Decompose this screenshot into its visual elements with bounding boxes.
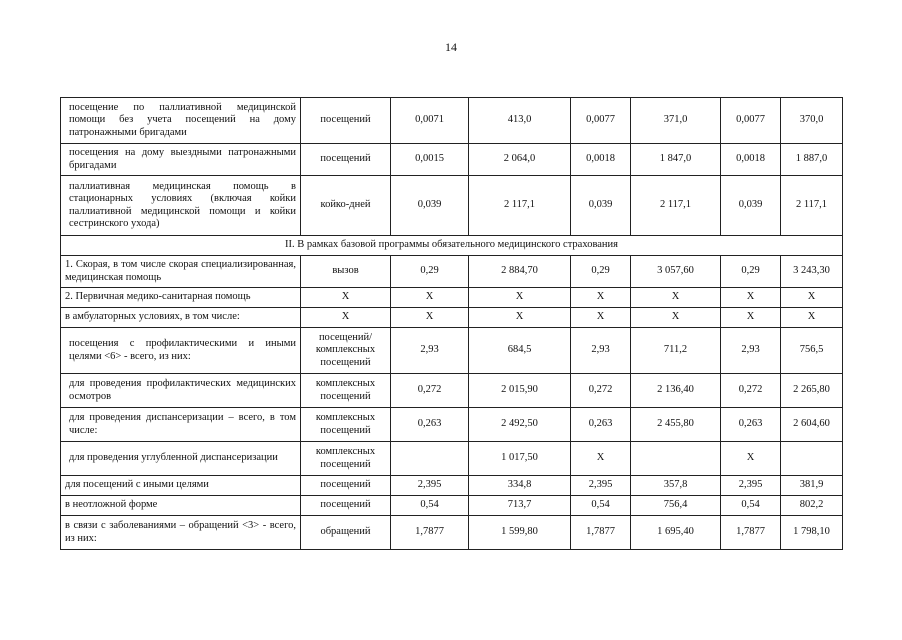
cell-value: 0,54 <box>571 496 631 516</box>
cell-value: 413,0 <box>469 98 571 144</box>
cell-value: Х <box>391 288 469 308</box>
cell-value: 0,54 <box>391 496 469 516</box>
cell-value: 2,395 <box>721 476 781 496</box>
cell-value: 2 117,1 <box>469 176 571 236</box>
cell-value: 2 117,1 <box>781 176 843 236</box>
cell-value: Х <box>391 308 469 328</box>
row-unit: посещений <box>301 496 391 516</box>
row-name: для проведения диспансеризации – всего, в том числе: <box>61 408 301 442</box>
table-row <box>61 496 843 516</box>
row-unit: комплексных посещений <box>301 442 391 476</box>
cell-value: Х <box>631 308 721 328</box>
cell-value: Х <box>571 288 631 308</box>
cell-value: 357,8 <box>631 476 721 496</box>
table-row <box>61 288 843 308</box>
cell-value: 0,272 <box>571 374 631 408</box>
row-unit: посещений/ комплексных посещений <box>301 328 391 374</box>
table-row <box>61 328 843 374</box>
row-name: 2. Первичная медико-санитарная помощь <box>61 288 301 308</box>
cell-value <box>391 442 469 476</box>
cell-value: Х <box>781 288 843 308</box>
page-number: 14 <box>445 40 457 54</box>
cell-value: 0,29 <box>721 256 781 288</box>
standards-table <box>60 97 843 550</box>
cell-value: 2,93 <box>391 328 469 374</box>
cell-value: 1 798,10 <box>781 516 843 550</box>
cell-value: Х <box>721 308 781 328</box>
cell-value: 0,263 <box>721 408 781 442</box>
cell-value: 2 015,90 <box>469 374 571 408</box>
row-unit: Х <box>301 308 391 328</box>
table-row <box>61 442 843 476</box>
table-row <box>61 176 843 236</box>
row-name: посещения на дому выездными патронажными бригадами <box>61 144 301 176</box>
cell-value: 756,4 <box>631 496 721 516</box>
cell-value: 0,29 <box>391 256 469 288</box>
table-row <box>61 98 843 144</box>
row-unit: обращений <box>301 516 391 550</box>
row-name: для проведения профилактических медицинских осмотров <box>61 374 301 408</box>
cell-value: 0,263 <box>391 408 469 442</box>
row-name: в амбулаторных условиях, в том числе: <box>61 308 301 328</box>
cell-value: 756,5 <box>781 328 843 374</box>
cell-value: 3 243,30 <box>781 256 843 288</box>
row-unit: посещений <box>301 144 391 176</box>
row-name: посещение по паллиативной медицинской помощи без учета посещений на дому патронажными бригадами <box>61 98 301 144</box>
cell-value: Х <box>721 442 781 476</box>
row-unit: комплексных посещений <box>301 374 391 408</box>
section-header: II. В рамках базовой программы обязательного медицинского страхования <box>61 236 843 256</box>
row-unit: посещений <box>301 98 391 144</box>
row-unit: вызов <box>301 256 391 288</box>
cell-value: 713,7 <box>469 496 571 516</box>
cell-value: 2 064,0 <box>469 144 571 176</box>
cell-value: 1 887,0 <box>781 144 843 176</box>
row-unit: комплексных посещений <box>301 408 391 442</box>
cell-value: 0,29 <box>571 256 631 288</box>
cell-value: 0,0015 <box>391 144 469 176</box>
cell-value <box>781 442 843 476</box>
cell-value: Х <box>781 308 843 328</box>
cell-value: 0,0077 <box>571 98 631 144</box>
table-row <box>61 516 843 550</box>
cell-value: Х <box>631 288 721 308</box>
cell-value: 711,2 <box>631 328 721 374</box>
cell-value: 3 057,60 <box>631 256 721 288</box>
cell-value: 370,0 <box>781 98 843 144</box>
cell-value: Х <box>469 308 571 328</box>
cell-value: 1 599,80 <box>469 516 571 550</box>
row-unit: Х <box>301 288 391 308</box>
cell-value: 0,0018 <box>571 144 631 176</box>
cell-value: 2 884,70 <box>469 256 571 288</box>
row-unit: посещений <box>301 476 391 496</box>
cell-value: 2 117,1 <box>631 176 721 236</box>
cell-value: 802,2 <box>781 496 843 516</box>
row-unit: койко-дней <box>301 176 391 236</box>
cell-value: 2,395 <box>391 476 469 496</box>
row-name: паллиативная медицинская помощь в стационарных условиях (включая койки паллиативной медицинской помощи и койки сестринского ухода) <box>61 176 301 236</box>
cell-value: 2 492,50 <box>469 408 571 442</box>
table-row <box>61 374 843 408</box>
table-row <box>61 144 843 176</box>
cell-value: 0,272 <box>391 374 469 408</box>
cell-value: 1,7877 <box>391 516 469 550</box>
cell-value: 2 136,40 <box>631 374 721 408</box>
cell-value: Х <box>571 308 631 328</box>
row-name: для посещений с иными целями <box>61 476 301 496</box>
table-row <box>61 476 843 496</box>
row-name: для проведения углубленной диспансеризации <box>61 442 301 476</box>
cell-value: 2,93 <box>571 328 631 374</box>
cell-value: Х <box>469 288 571 308</box>
cell-value: 1 017,50 <box>469 442 571 476</box>
cell-value: 381,9 <box>781 476 843 496</box>
table-row <box>61 408 843 442</box>
cell-value: 684,5 <box>469 328 571 374</box>
cell-value: 1,7877 <box>721 516 781 550</box>
table-row <box>61 256 843 288</box>
cell-value: 1,7877 <box>571 516 631 550</box>
cell-value: 0,0018 <box>721 144 781 176</box>
cell-value: 0,272 <box>721 374 781 408</box>
cell-value <box>631 442 721 476</box>
cell-value: 0,039 <box>571 176 631 236</box>
cell-value: 2 455,80 <box>631 408 721 442</box>
cell-value: 371,0 <box>631 98 721 144</box>
cell-value: 2,395 <box>571 476 631 496</box>
cell-value: Х <box>721 288 781 308</box>
row-name: посещения с профилактическими и иными целями <6> - всего, из них: <box>61 328 301 374</box>
cell-value: 2 604,60 <box>781 408 843 442</box>
cell-value: 0,039 <box>391 176 469 236</box>
cell-value: 0,0077 <box>721 98 781 144</box>
section-header-row <box>61 236 843 256</box>
row-name: 1. Скорая, в том числе скорая специализированная, медицинская помощь <box>61 256 301 288</box>
row-name: в неотложной форме <box>61 496 301 516</box>
cell-value: 2,93 <box>721 328 781 374</box>
cell-value: 2 265,80 <box>781 374 843 408</box>
cell-value: 334,8 <box>469 476 571 496</box>
row-name: в связи с заболеваниями – обращений <3> - всего, из них: <box>61 516 301 550</box>
cell-value: Х <box>571 442 631 476</box>
cell-value: 0,54 <box>721 496 781 516</box>
cell-value: 0,263 <box>571 408 631 442</box>
cell-value: 1 847,0 <box>631 144 721 176</box>
cell-value: 1 695,40 <box>631 516 721 550</box>
table-row <box>61 308 843 328</box>
cell-value: 0,039 <box>721 176 781 236</box>
cell-value: 0,0071 <box>391 98 469 144</box>
